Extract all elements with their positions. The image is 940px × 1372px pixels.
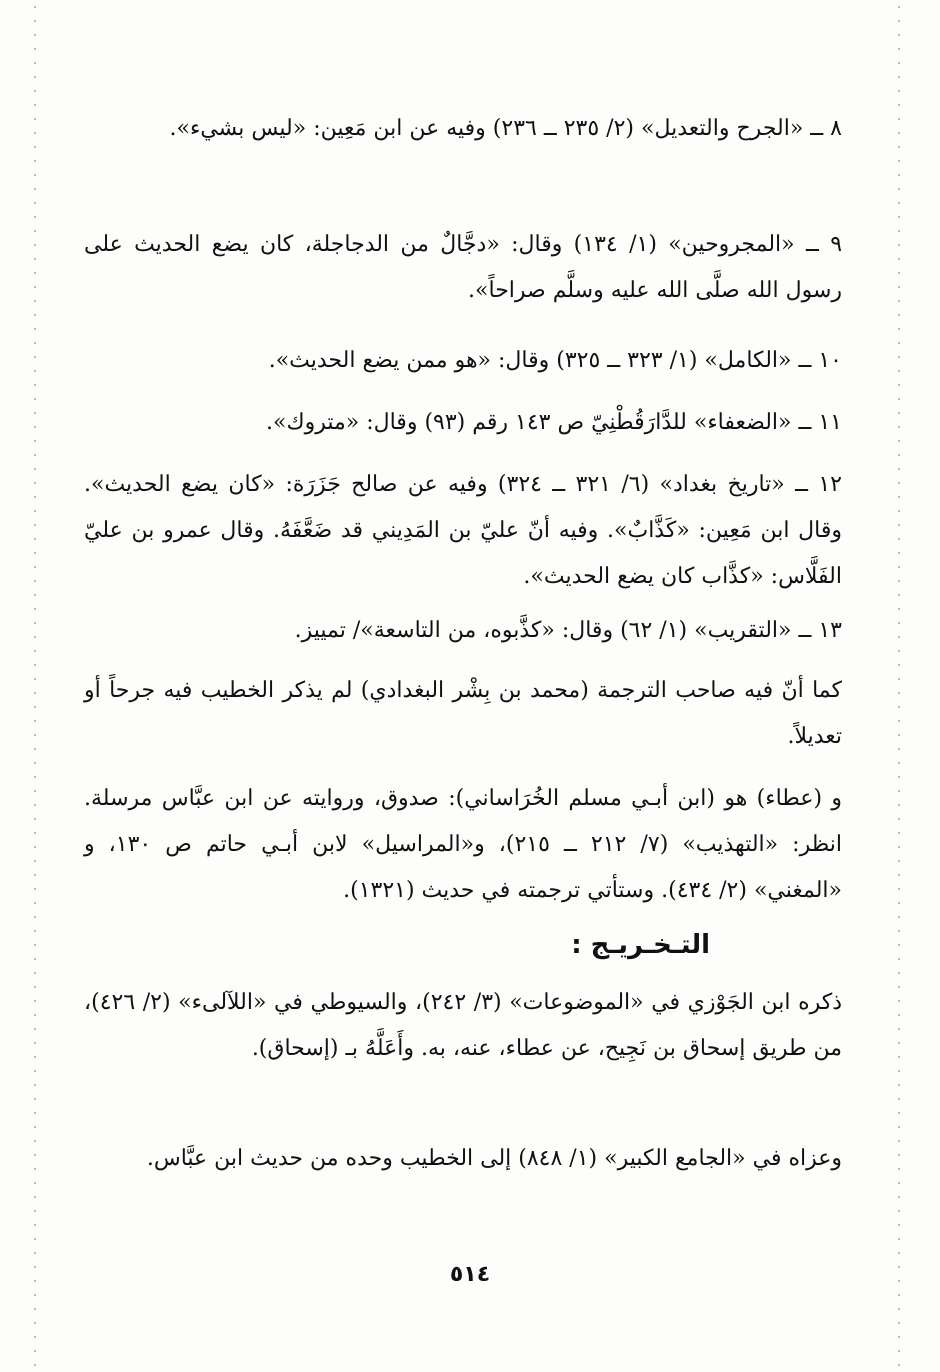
entry-13: ١٣ ــ «التقريب» (١/ ٦٢) وقال: «كذَّبوه، من التاسعة»/ تمييز. <box>294 618 842 643</box>
page-number: ٥١٤ <box>449 1262 491 1287</box>
ata-note: و (عطاء) هو (ابن أبـي مسلم الخُرَاساني): صدوق، وروايته عن ابن عبَّاس مرسلة. انظر: «التهذيب» (٧/ ٢١٢ ــ ٢١٥)، و«المراسيل» لابن أبـي حاتم ص ١٣٠، و «المغني» (٢/ ٤٣٤). وستأتي ترجمته في حديث (١٣٢١). <box>84 786 843 903</box>
entry-12: ١٢ ــ «تاريخ بغداد» (٦/ ٣٢١ ــ ٣٢٤) وفيه عن صالح جَزَرَة: «كان يضع الحديث». وقال ابن مَعِين: «كَذَّابٌ». وفيه أنّ عليّ بن المَدِيني قد ضَعَّفَهُ. وقال عمرو بن عليّ الفَلَّاس: «كذَّاب كان يضع الحديث». <box>84 472 842 589</box>
entry-8: ٨ ــ «الجرح والتعديل» (٢/ ٢٣٥ ــ ٢٣٦) وفيه عن ابن مَعِين: «ليس بشيء». <box>169 116 842 141</box>
takhrij-paragraph-2: وعزاه في «الجامع الكبير» (١/ ٨٤٨) إلى الخطيب وحده من حديث ابن عبَّاس. <box>146 1146 842 1171</box>
takhrij-heading: التـخـريـج : <box>571 930 710 960</box>
entry-11: ١١ ــ «الضعفاء» للدَّارَقُطْنِيّ ص ١٤٣ رقم (٩٣) وقال: «متروك». <box>265 410 842 435</box>
right-scan-edge <box>898 0 900 1372</box>
translation-note: كما أنّ فيه صاحب الترجمة (محمد بن بِشْر البغدادي) لم يذكر الخطيب فيه جرحاً أو تعديلاً. <box>84 678 842 749</box>
entry-10: ١٠ ــ «الكامل» (١/ ٣٢٣ ــ ٣٢٥) وقال: «هو ممن يضع الحديث». <box>268 348 842 373</box>
left-scan-edge <box>34 0 36 1372</box>
entry-9: ٩ ــ «المجروحين» (١/ ١٣٤) وقال: «دجَّالٌ من الدجاجلة، كان يضع الحديث على رسول الله صلَّى الله عليه وسلَّم صراحاً». <box>84 232 843 303</box>
takhrij-paragraph-1: ذكره ابن الجَوْزي في «الموضوعات» (٣/ ٢٤٢)، والسيوطي في «اللآلىء» (٢/ ٤٢٦)، من طريق إسحاق بن نَجِيح، عن عطاء، عنه، به. وأَعَلَّهُ بـ (إسحاق). <box>84 990 843 1061</box>
